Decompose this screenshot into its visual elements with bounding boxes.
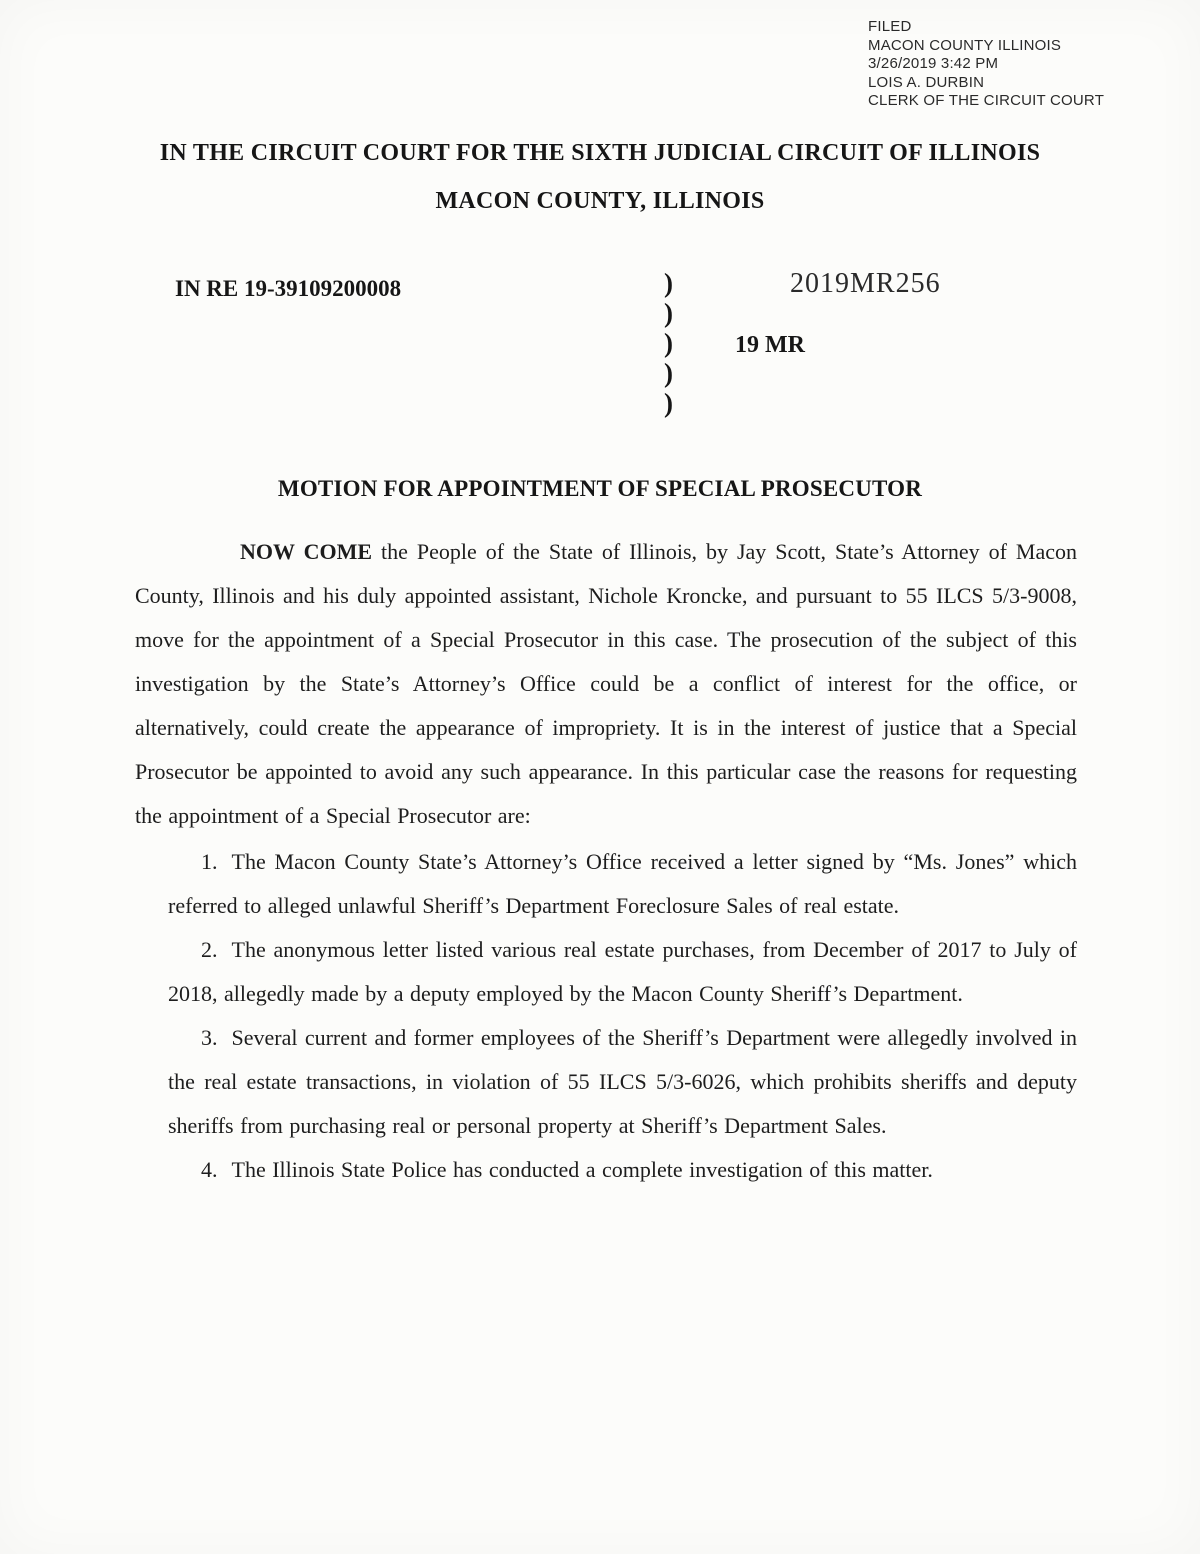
numbered-item-1 — [168, 840, 1077, 928]
filed-stamp-line: CLERK OF THE CIRCUIT COURT — [868, 92, 1105, 109]
paren-mark: ) — [664, 388, 673, 418]
item-number: 3. — [201, 1025, 218, 1050]
filed-stamp-line: 3/26/2019 3:42 PM — [868, 55, 999, 72]
filed-stamp — [868, 18, 1104, 111]
case-caption-in-re: IN RE 19-39109200008 — [175, 276, 402, 301]
case-caption — [0, 268, 1200, 458]
intro-lead-bold: NOW COME — [240, 539, 373, 564]
court-header — [60, 140, 1140, 215]
caption-paren-column — [664, 268, 673, 418]
filed-stamp-line: LOIS A. DURBIN — [868, 73, 985, 91]
intro-paragraph — [135, 530, 1077, 838]
paren-mark: ) — [664, 358, 673, 388]
filed-stamp-line: MACON COUNTY ILLINOIS — [868, 36, 1062, 54]
item-text: The anonymous letter listed various real estate purchases, from December of 2017 to July of 2018, allegedly made by a deputy employed by the Macon County Sheriff’s Department. — [168, 937, 1077, 1006]
filed-stamp-line: FILED — [868, 18, 912, 35]
item-number: 4. — [201, 1157, 218, 1182]
item-text: The Macon County State’s Attorney’s Office received a letter signed by “Ms. Jones” which referred to alleged unlawful Sheriff’s Department Foreclosure Sales of real estate. — [168, 849, 1077, 918]
handwritten-case-number: 2019MR256 — [790, 268, 941, 299]
numbered-item-4 — [168, 1148, 1077, 1192]
court-header-line1: IN THE CIRCUIT COURT FOR THE SIXTH JUDICIAL CIRCUIT OF ILLINOIS — [159, 140, 1041, 166]
case-type-label: 19 MR — [735, 332, 805, 358]
document-body — [135, 530, 1077, 1192]
document-title: MOTION FOR APPOINTMENT OF SPECIAL PROSECUTOR — [277, 476, 923, 501]
item-number: 1. — [201, 849, 218, 874]
paren-mark: ) — [664, 328, 673, 358]
paren-mark: ) — [664, 268, 673, 298]
item-text: The Illinois State Police has conducted a complete investigation of this matter. — [231, 1157, 933, 1182]
paren-mark: ) — [664, 298, 673, 328]
intro-paragraph-text: the People of the State of Illinois, by Jay Scott, State’s Attorney of Macon County, Illinois and his duly appointed assistant, Nichole Kroncke, and pursuant to 55 ILCS 5/3-9008, move for the appointment of a Special Prosecutor in this case. The prosecution of the subject of this investigation by the State’s Attorney’s Office could be a conflict of interest for the office, or alternatively, could create the appearance of impropriety. It is in the interest of justice that a Special Prosecutor be appointed to avoid any such appearance. In this particular case the reasons for requesting the appointment of a Special Prosecutor are: — [135, 539, 1077, 828]
item-number: 2. — [201, 937, 218, 962]
court-header-line2: MACON COUNTY, ILLINOIS — [435, 188, 765, 214]
item-text: Several current and former employees of the Sheriff’s Department were allegedly involved in the real estate transactions, in violation of 55 ILCS 5/3-6026, which prohibits sheriffs and deputy sheriffs from purchasing real or personal property at Sheriff’s Department Sales. — [168, 1025, 1077, 1138]
numbered-item-2 — [168, 928, 1077, 1016]
numbered-item-3 — [168, 1016, 1077, 1148]
